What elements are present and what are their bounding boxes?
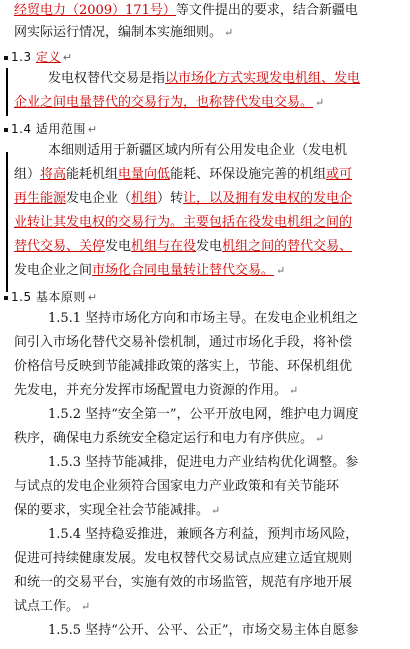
text-line	[14, 188, 352, 210]
tracked-change-text: 机组	[131, 191, 158, 206]
text-line	[48, 620, 359, 642]
section-heading	[4, 118, 98, 140]
text-line	[14, 572, 352, 594]
body-text: 本细则适用于新疆区域内所有公用发电企业（发电机	[48, 143, 348, 158]
paragraph-mark-icon: ↵	[87, 123, 98, 136]
tracked-change-text: 机组与在役	[131, 239, 197, 254]
body-text: 1.4 适用范围	[11, 122, 86, 136]
text-line	[14, 476, 339, 498]
body-text: 1.3	[11, 50, 36, 64]
text-line	[14, 548, 352, 570]
text-line	[48, 404, 359, 426]
heading-bullet	[4, 296, 8, 300]
tracked-change-text: 再生能源	[14, 191, 67, 206]
body-text: 1.5 基本原则	[11, 290, 86, 304]
tracked-change-text: 业转让其发电权的交易行为。主要包括在役发电机组之间的	[14, 215, 353, 230]
body-text: 能耗、环保设施完善的机组	[170, 167, 327, 182]
section-heading	[4, 286, 98, 308]
body-text: 发电权替代交易是指	[48, 71, 166, 86]
body-text: 等文件提出的要求，结合新疆电	[175, 3, 358, 18]
body-text: 与试点的发电企业须符合国家电力产业政策和有关节能环	[14, 479, 340, 494]
paragraph-mark-icon: ↵	[224, 26, 234, 39]
text-line	[14, 260, 285, 282]
body-text: 1.5.2 坚持“安全第一”，公平开放电网，维护电力调度	[48, 407, 359, 422]
body-text: 价格信号反映到节能减排政策的落实上，节能、环保机组优	[14, 359, 353, 374]
body-text: 1.5.3 坚持节能减排，促进电力产业结构优化调整。参	[48, 455, 359, 470]
paragraph-mark-icon: ↵	[289, 384, 299, 397]
paragraph-mark-icon: ↵	[315, 432, 325, 445]
text-line	[48, 308, 358, 330]
body-text: 试点工作。	[14, 599, 80, 614]
paragraph-mark-icon: ↵	[315, 96, 325, 109]
text-line	[14, 596, 90, 618]
text-line	[14, 500, 220, 522]
body-text: 发电企业之间	[14, 263, 93, 278]
body-text: 发电	[196, 239, 223, 254]
revision-bar-definition	[6, 68, 8, 116]
tracked-change-text: 经贸电力（2009）171号）	[14, 3, 176, 18]
text-line	[14, 212, 352, 234]
tracked-change-text: 或可	[326, 167, 353, 182]
tracked-change-text: 将高	[40, 167, 67, 182]
tracked-change-text: 让，以及拥有发电权的发电企	[183, 191, 353, 206]
tracked-change-text: 电量向低	[118, 167, 171, 182]
tracked-change-text: 替代交易、关停	[14, 239, 106, 254]
tracked-change-text: 定义	[35, 50, 61, 64]
paragraph-mark-icon: ↵	[87, 291, 98, 304]
tracked-change-text: 企业之间电量替代的交易行为，也称替代发电交易。	[14, 95, 314, 110]
body-text: 组）	[14, 167, 41, 182]
body-text: 1.5.5 坚持“公开、公平、公正”，市场交易主体自愿参	[48, 623, 359, 638]
body-text: 秩序，确保电力系统安全稳定运行和电力有序供应。	[14, 431, 314, 446]
body-text: 促进可持续健康发展。发电权替代交易试点应建立适宜规则	[14, 551, 353, 566]
text-line	[14, 380, 298, 402]
text-line	[48, 68, 360, 90]
section-heading	[4, 46, 73, 68]
body-text: 发电	[105, 239, 132, 254]
paragraph-mark-icon: ↵	[62, 51, 73, 64]
text-line	[14, 356, 352, 378]
tracked-change-text: 机组之间的替代交易、	[222, 239, 353, 254]
body-text: 间引入市场化替代交易补偿机制，通过市场化手段，将补偿	[14, 335, 353, 350]
text-line	[48, 452, 358, 474]
body-text: 先发电，并充分发挥市场配置电力资源的作用。	[14, 383, 288, 398]
text-line	[14, 236, 352, 258]
body-text: 保的要求，实现全社会节能减排。	[14, 503, 210, 518]
text-line	[48, 524, 358, 546]
paragraph-mark-icon: ↵	[81, 600, 91, 613]
body-text: 和统一的交易平台，实施有效的市场监管，规范有序地开展	[14, 575, 353, 590]
text-line	[14, 0, 358, 22]
text-line	[48, 140, 347, 162]
body-text: 发电企业（	[66, 191, 132, 206]
body-text: 网实际运行情况，编制本实施细则。	[14, 25, 223, 40]
text-line	[14, 164, 352, 186]
body-text: ）转	[157, 191, 184, 206]
body-text: 1.5.1 坚持市场化方向和市场主导。在发电企业机组之	[48, 311, 359, 326]
text-line	[14, 22, 233, 44]
heading-bullet	[4, 128, 8, 132]
heading-bullet	[4, 56, 8, 60]
tracked-change-text: 市场化合同电量转让替代交易。	[92, 263, 275, 278]
paragraph-mark-icon: ↵	[276, 264, 286, 277]
paragraph-mark-icon: ↵	[211, 504, 221, 517]
text-line	[14, 92, 324, 114]
body-text: 1.5.4 坚持稳妥推进，兼顾各方利益，预判市场风险，	[48, 527, 359, 542]
text-line	[14, 332, 352, 354]
tracked-change-text: 以市场化方式实现发电机组、发电	[165, 71, 361, 86]
revision-bar-scope	[6, 152, 8, 292]
body-text: 能耗机组	[66, 167, 119, 182]
text-line	[14, 428, 324, 450]
